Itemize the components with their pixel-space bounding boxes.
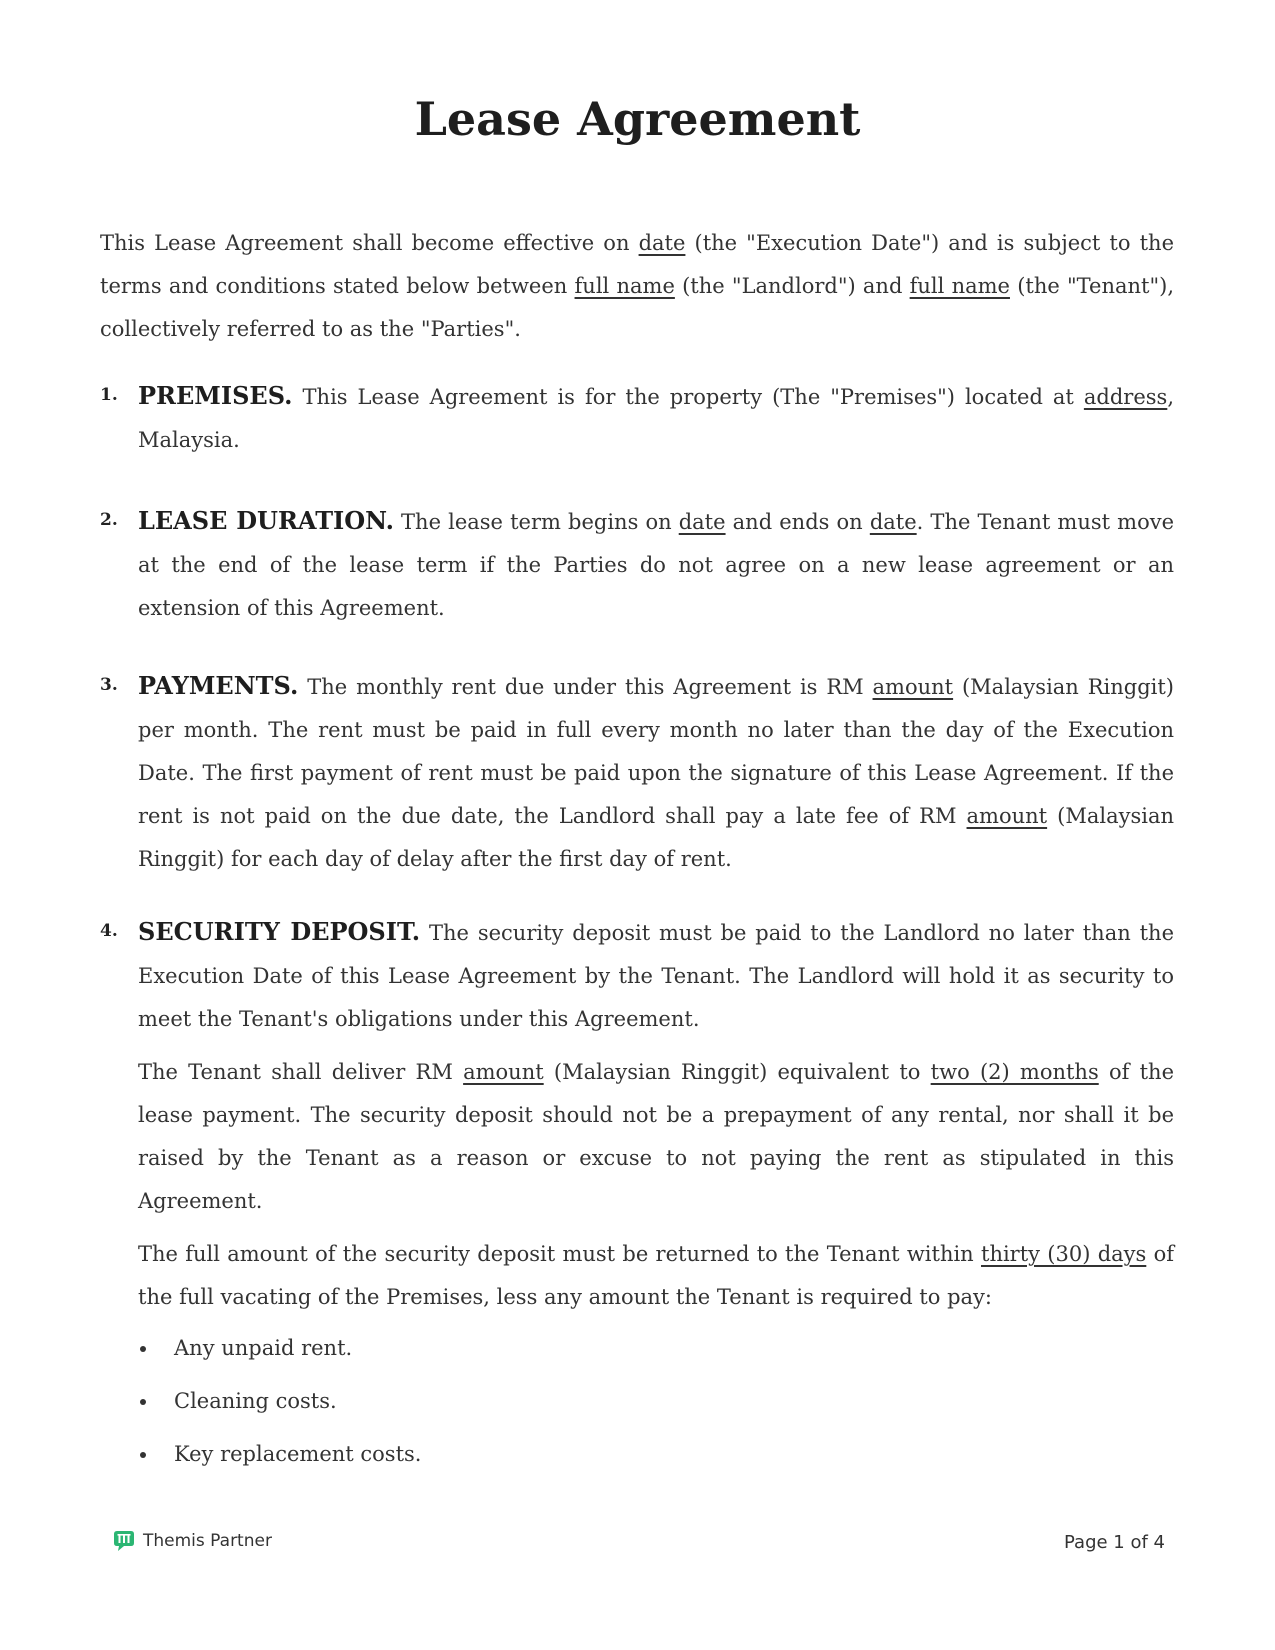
return-period-field: thirty (30) days <box>981 1242 1147 1266</box>
bullet-icon <box>140 1399 146 1405</box>
intro-text: (the "Tenant"), collectively referred to as the "Parties". <box>100 274 1174 341</box>
clause-number: 4. <box>100 921 118 941</box>
clause-heading: PAYMENTS. <box>138 671 299 700</box>
rent-amount-field: amount <box>872 675 954 699</box>
clause-text: The monthly rent due under this Agreement is RM <box>298 675 873 699</box>
bullet-icon <box>140 1452 146 1458</box>
clause-heading: LEASE DURATION. <box>138 506 394 535</box>
clause-number: 3. <box>100 675 118 695</box>
deposit-months-field: two (2) months <box>930 1060 1099 1084</box>
deduction-list <box>138 1327 1174 1476</box>
clause-text: The Tenant shall deliver RM <box>138 1060 464 1084</box>
intro-text: (the "Execution Date") and is subject to the terms and conditions stated below between <box>100 231 1174 298</box>
clause-security-deposit <box>100 910 1174 1486</box>
clause-number: 2. <box>100 510 118 530</box>
list-item <box>138 1433 1174 1476</box>
intro-paragraph <box>100 222 1174 351</box>
clause-heading: PREMISES. <box>138 381 293 410</box>
deposit-amount-paragraph <box>138 1051 1174 1223</box>
deposit-amount-field: amount <box>463 1060 544 1084</box>
clause-text: (Malaysian Ringgit) for each day of delay after the first day of rent. <box>138 804 1175 871</box>
clause-number: 1. <box>100 385 118 405</box>
list-item-text: Key replacement costs. <box>174 1442 422 1466</box>
document-title: Lease Agreement <box>414 92 861 146</box>
landlord-name-field: full name <box>574 274 675 298</box>
clause-lease-duration <box>100 499 1174 630</box>
list-item <box>138 1327 1174 1370</box>
clause-body <box>138 499 1174 630</box>
tenant-name-field: full name <box>909 274 1010 298</box>
clause-text: of the full vacating of the Premises, less any amount the Tenant is required to pay: <box>138 1242 1174 1309</box>
address-field: address <box>1083 385 1168 409</box>
brand-name: Themis Partner <box>143 1531 272 1551</box>
intro-text: This Lease Agreement shall become effective on <box>100 231 639 255</box>
clause-text: The security deposit must be paid to the Landlord no later than the Execution Date of this Lease Agreement by the Tenant. The Landlord will hold it as security to meet the Tenant's obligations under this Agreement. <box>138 921 1175 1031</box>
list-item-text: Cleaning costs. <box>174 1389 337 1413</box>
clause-payments <box>100 664 1174 881</box>
clause-body <box>138 664 1174 881</box>
page-number: Page 1 of 4 <box>1064 1532 1165 1553</box>
clause-text: (Malaysian Ringgit) equivalent to <box>543 1060 931 1084</box>
clause-heading: SECURITY DEPOSIT. <box>138 917 421 946</box>
clause-text: and ends on <box>725 510 870 534</box>
clause-text: This Lease Agreement is for the property (The "Premises") located at <box>292 385 1084 409</box>
clause-text: The lease term begins on <box>393 510 679 534</box>
intro-text: (the "Landlord") and <box>674 274 910 298</box>
clause-text: The full amount of the security deposit must be returned to the Tenant within <box>138 1242 981 1266</box>
end-date-field: date <box>869 510 917 534</box>
list-item <box>138 1380 1174 1423</box>
clause-premises <box>100 374 1174 462</box>
clause-text: of the lease payment. The security deposit should not be a prepayment of any rental, nor shall it be raised by the Tenant as a reason or excuse to not paying the rent as stipulated in this Agreement. <box>138 1060 1174 1213</box>
clause-text: (Malaysian Ringgit) per month. The rent must be paid in full every month no later than the day of the Execution Date. The first payment of rent must be paid upon the signature of this Lease Agreement. If the rent is not paid on the due date, the Landlord shall pay a late fee of RM <box>138 675 1174 828</box>
themis-logo-icon <box>112 1530 136 1552</box>
clause-body <box>138 910 1174 1041</box>
clause-text: , Malaysia. <box>138 385 1174 452</box>
list-item-text: Any unpaid rent. <box>174 1336 353 1360</box>
late-fee-amount-field: amount <box>966 804 1048 828</box>
footer-brand <box>112 1530 272 1552</box>
deposit-return-paragraph <box>138 1233 1174 1319</box>
clause-text: . The Tenant must move at the end of the lease term if the Parties do not agree on a new lease agreement or an extension of this Agreement. <box>138 510 1175 620</box>
bullet-icon <box>140 1346 146 1352</box>
start-date-field: date <box>678 510 726 534</box>
execution-date-field: date <box>638 231 686 255</box>
clause-body <box>138 374 1174 462</box>
